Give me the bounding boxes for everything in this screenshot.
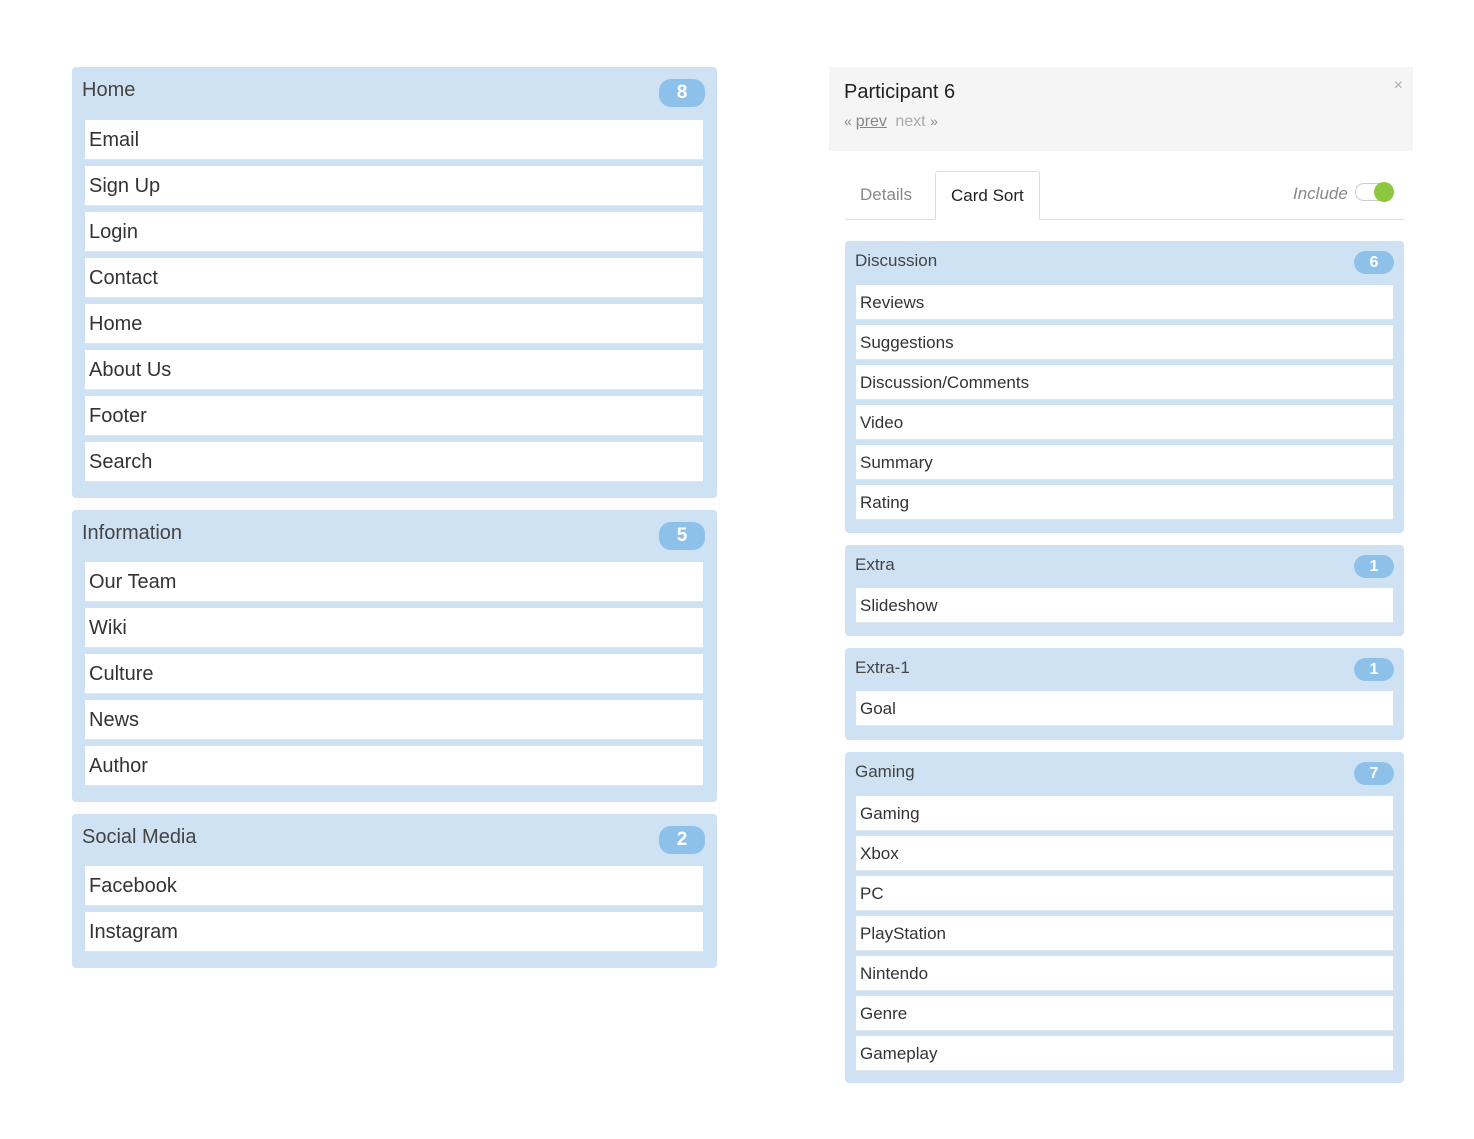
tabs-divider bbox=[845, 219, 1404, 220]
prev-link[interactable]: prev bbox=[855, 113, 887, 130]
next-arrow-icon: » bbox=[930, 113, 938, 129]
prev-arrow-icon: « bbox=[844, 113, 852, 129]
card-contact[interactable]: Contact bbox=[85, 258, 703, 298]
tab-details[interactable]: Details bbox=[860, 185, 912, 204]
count-badge: 2 bbox=[659, 826, 705, 854]
count-badge: 7 bbox=[1354, 762, 1394, 785]
card-about-us[interactable]: About Us bbox=[85, 350, 703, 390]
card-login[interactable]: Login bbox=[85, 212, 703, 252]
group-title: Extra-1 bbox=[855, 658, 910, 677]
card-pc[interactable]: PC bbox=[856, 876, 1393, 911]
card-goal[interactable]: Goal bbox=[856, 691, 1393, 726]
card-email[interactable]: Email bbox=[85, 120, 703, 160]
participant-header bbox=[829, 67, 1413, 151]
group-gaming[interactable] bbox=[845, 752, 1404, 1083]
group-title: Information bbox=[82, 522, 183, 544]
count-badge: 6 bbox=[1354, 251, 1394, 274]
card-wiki[interactable]: Wiki bbox=[85, 608, 703, 648]
participant-pager bbox=[844, 113, 938, 131]
card-reviews[interactable]: Reviews bbox=[856, 285, 1393, 320]
card-discussion-comments[interactable]: Discussion/Comments bbox=[856, 365, 1393, 400]
card-footer[interactable]: Footer bbox=[85, 396, 703, 436]
group-social-media[interactable] bbox=[72, 814, 717, 968]
card-culture[interactable]: Culture bbox=[85, 654, 703, 694]
group-title: Social Media bbox=[82, 826, 197, 848]
card-xbox[interactable]: Xbox bbox=[856, 836, 1393, 871]
close-icon[interactable]: × bbox=[1393, 77, 1403, 94]
card-rating[interactable]: Rating bbox=[856, 485, 1393, 520]
card-news[interactable]: News bbox=[85, 700, 703, 740]
count-badge: 8 bbox=[659, 79, 705, 107]
card-nintendo[interactable]: Nintendo bbox=[856, 956, 1393, 991]
include-toggle[interactable] bbox=[1355, 183, 1393, 201]
card-home[interactable]: Home bbox=[85, 304, 703, 344]
card-facebook[interactable]: Facebook bbox=[85, 866, 703, 906]
card-gaming[interactable]: Gaming bbox=[856, 796, 1393, 831]
count-badge: 5 bbox=[659, 522, 705, 550]
card-genre[interactable]: Genre bbox=[856, 996, 1393, 1031]
toggle-knob bbox=[1374, 182, 1394, 202]
next-link[interactable]: next bbox=[895, 113, 926, 130]
count-badge: 1 bbox=[1354, 555, 1394, 578]
card-playstation[interactable]: PlayStation bbox=[856, 916, 1393, 951]
group-extra-1[interactable] bbox=[845, 648, 1404, 740]
card-instagram[interactable]: Instagram bbox=[85, 912, 703, 952]
group-title: Extra bbox=[855, 555, 895, 574]
card-search[interactable]: Search bbox=[85, 442, 703, 482]
tab-card-sort[interactable]: Card Sort bbox=[935, 171, 1040, 220]
card-slideshow[interactable]: Slideshow bbox=[856, 588, 1393, 623]
card-sign-up[interactable]: Sign Up bbox=[85, 166, 703, 206]
group-home[interactable] bbox=[72, 67, 717, 498]
group-title: Gaming bbox=[855, 762, 915, 781]
include-label: Include bbox=[1293, 184, 1348, 203]
card-gameplay[interactable]: Gameplay bbox=[856, 1036, 1393, 1071]
group-information[interactable] bbox=[72, 510, 717, 802]
group-extra[interactable] bbox=[845, 545, 1404, 636]
count-badge: 1 bbox=[1354, 658, 1394, 681]
card-video[interactable]: Video bbox=[856, 405, 1393, 440]
card-author[interactable]: Author bbox=[85, 746, 703, 786]
participant-title: Participant 6 bbox=[844, 81, 956, 103]
card-summary[interactable]: Summary bbox=[856, 445, 1393, 480]
group-title: Discussion bbox=[855, 251, 938, 270]
group-title: Home bbox=[82, 79, 136, 101]
card-suggestions[interactable]: Suggestions bbox=[856, 325, 1393, 360]
group-discussion[interactable] bbox=[845, 241, 1404, 533]
card-our-team[interactable]: Our Team bbox=[85, 562, 703, 602]
